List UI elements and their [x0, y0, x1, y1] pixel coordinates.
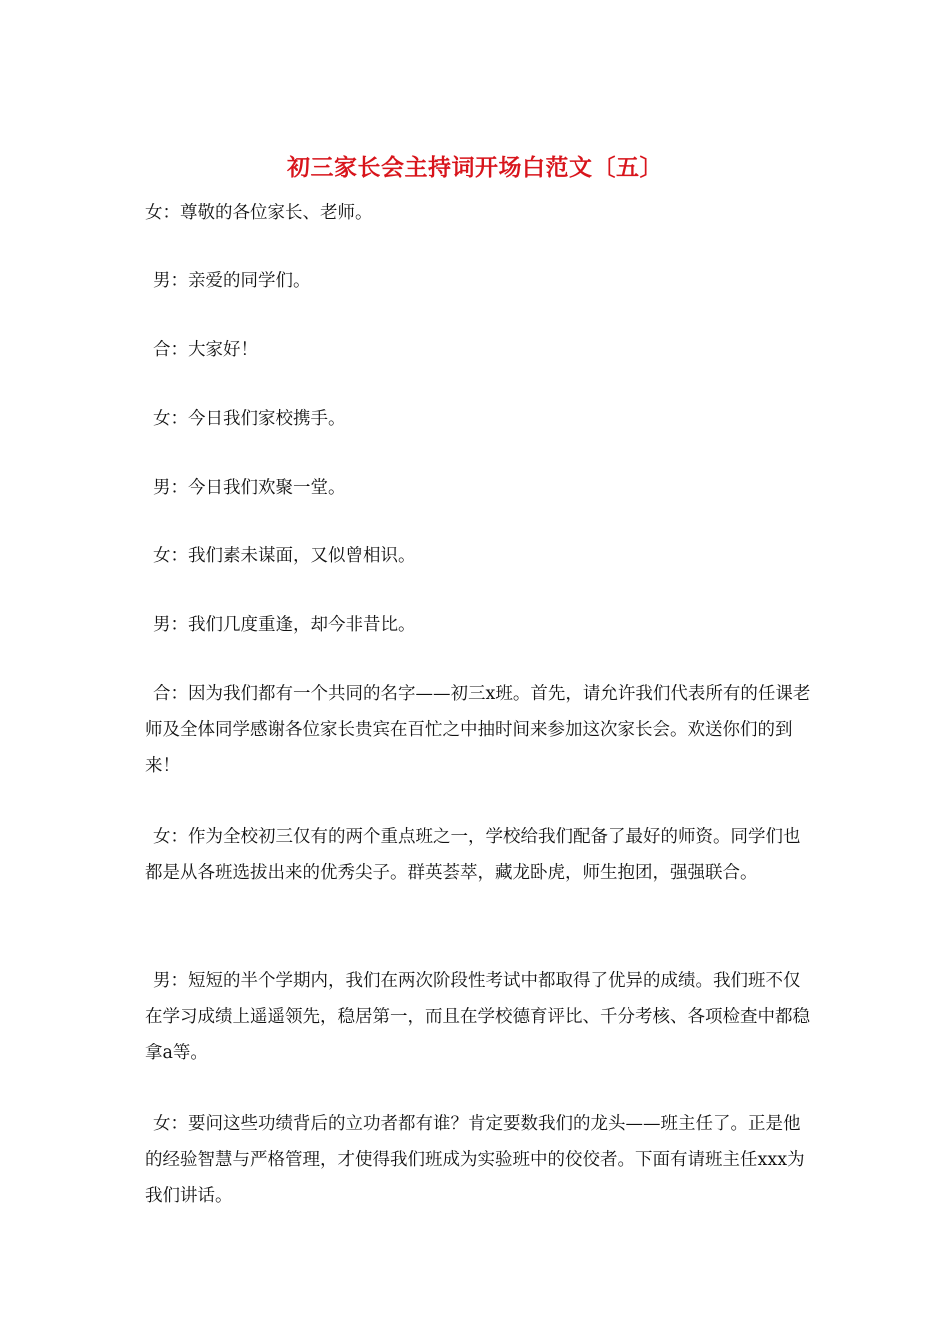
- paragraph: 男：今日我们欢聚一堂。: [153, 478, 346, 498]
- paragraph: 女：作为全校初三仅有的两个重点班之一，学校给我们配备了最好的师资。同学们也都是从各班选拔出来的优秀尖子。群英荟萃，藏龙卧虎，师生抱团，强强联合。: [145, 827, 801, 883]
- paragraph: 女：尊敬的各位家长、老师。: [145, 203, 373, 223]
- paragraph: 合：大家好！: [153, 340, 258, 360]
- paragraph: 合：因为我们都有一个共同的名字——初三x班。首先，请允许我们代表所有的任课老师及全体同学感谢各位家长贵宾在百忙之中抽时间来参加这次家长会。欢送你们的到来！: [145, 684, 811, 776]
- document-title: 初三家长会主持词开场白范文〔五〕: [287, 154, 663, 181]
- paragraph: 男：我们几度重逢，却今非昔比。: [153, 615, 416, 635]
- paragraph: 男：亲爱的同学们。: [153, 271, 311, 291]
- paragraph: 女：今日我们家校携手。: [153, 409, 346, 429]
- paragraph: 女：我们素未谋面，又似曾相识。: [153, 546, 416, 566]
- paragraph: 男：短短的半个学期内，我们在两次阶段性考试中都取得了优异的成绩。我们班不仅在学习成绩上遥遥领先，稳居第一，而且在学校德育评比、千分考核、各项检查中都稳拿a等。: [145, 971, 810, 1063]
- paragraph: 女：要问这些功绩背后的立功者都有谁？肯定要数我们的龙头——班主任了。正是他的经验智慧与严格管理，才使得我们班成为实验班中的佼佼者。下面有请班主任xxx为我们讲话。: [145, 1114, 805, 1206]
